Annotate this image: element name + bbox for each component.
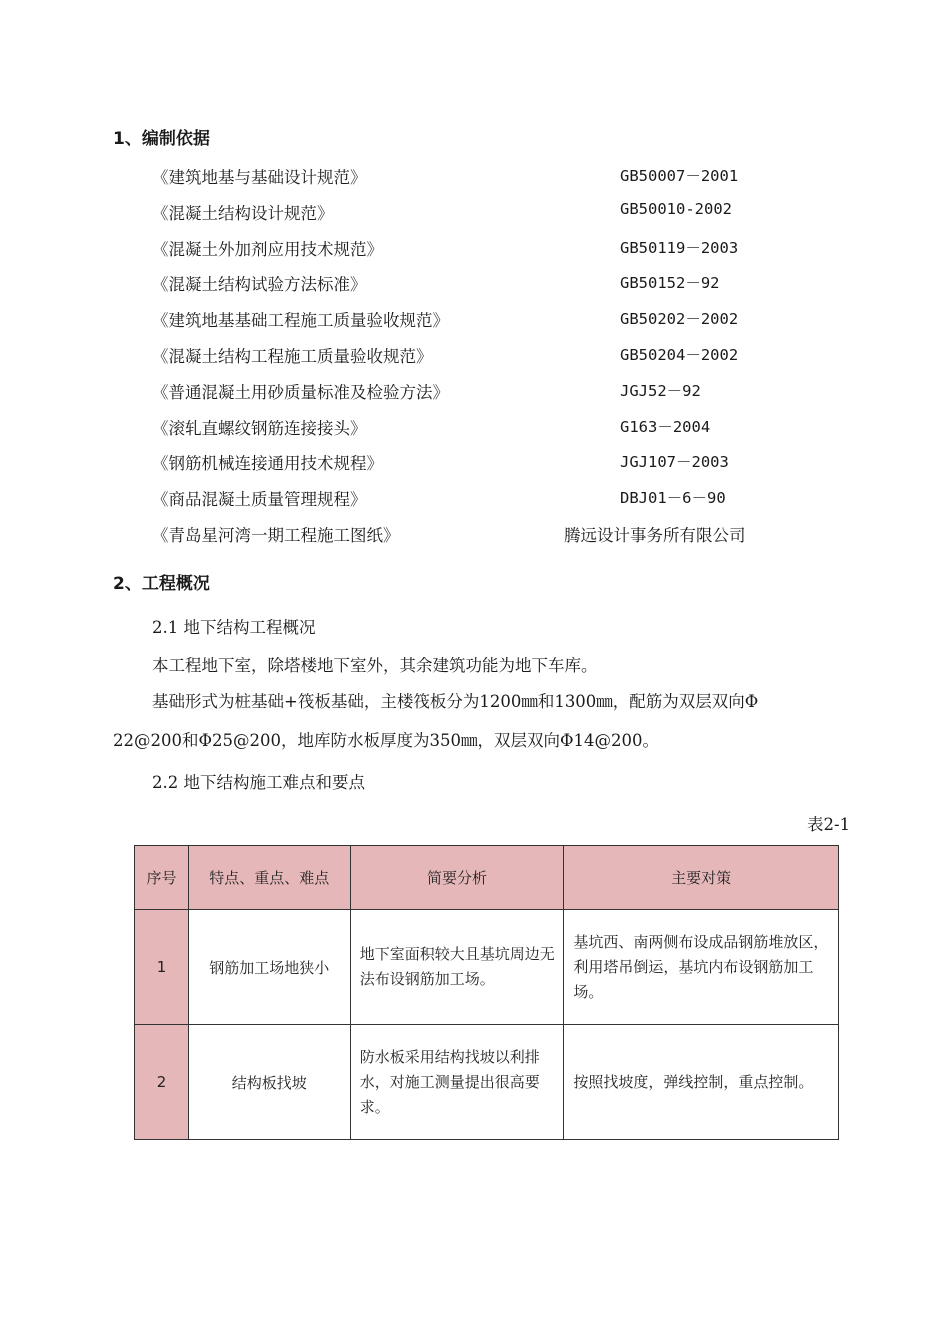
reference-title: 《商品混凝土质量管理规程》: [152, 490, 367, 510]
reference-code: GB50119－2003: [620, 238, 739, 257]
cell-measure: 按照找坡度，弹线控制，重点控制。: [564, 1025, 839, 1140]
reference-item: [0, 522, 950, 558]
cell-feature: 结构板找坡: [188, 1025, 350, 1140]
reference-title: 《滚轧直螺纹钢筋连接接头》: [152, 418, 367, 438]
table-row: [135, 1025, 839, 1140]
reference-title: 《青岛星河湾一期工程施工图纸》: [152, 525, 400, 545]
reference-item: [0, 164, 950, 200]
reference-item: [0, 486, 950, 522]
cell-analysis: 地下室面积较大且基坑周边无法布设钢筋加工场。: [350, 910, 564, 1025]
reference-code: GB50152－92: [620, 274, 720, 293]
paragraph-foundation-line1: 基础形式为桩基础+筏板基础，主楼筏板分为1200㎜和1300㎜，配筋为双层双向Φ: [152, 692, 759, 711]
reference-publisher: 腾远设计事务所有限公司: [564, 525, 746, 545]
reference-code: JGJ107－2003: [620, 453, 729, 472]
reference-item: [0, 236, 950, 272]
reference-title: 《钢筋机械连接通用技术规程》: [152, 454, 383, 474]
paragraph-foundation-line2: 22@200和Φ25@200，地库防水板厚度为350㎜，双层双向Φ14@200。: [113, 731, 660, 750]
cell-index: 2: [135, 1025, 189, 1140]
reference-list: [0, 164, 950, 558]
reference-title: 《混凝土结构设计规范》: [152, 203, 334, 223]
header-analysis: 简要分析: [350, 846, 564, 910]
reference-item: [0, 307, 950, 343]
header-feature: 特点、重点、难点: [188, 846, 350, 910]
reference-title: 《混凝土外加剂应用技术规范》: [152, 239, 383, 259]
reference-code: GB50202－2002: [620, 310, 739, 329]
reference-item: [0, 379, 950, 415]
cell-analysis: 防水板采用结构找坡以利排水，对施工测量提出很高要求。: [350, 1025, 564, 1140]
table-row: [135, 910, 839, 1025]
paragraph-basement: 本工程地下室，除塔楼地下室外，其余建筑功能为地下车库。: [152, 656, 598, 675]
subsection-title-difficulties: 2.2 地下结构施工难点和要点: [152, 773, 365, 792]
reference-title: 《建筑地基基础工程施工质量验收规范》: [152, 311, 449, 331]
section-heading-basis: 1、编制依据: [113, 129, 210, 149]
reference-item: [0, 271, 950, 307]
reference-code: GB50204－2002: [620, 345, 739, 364]
table-header-row: [135, 846, 839, 910]
reference-title: 《普通混凝土用砂质量标准及检验方法》: [152, 382, 449, 402]
reference-code: GB50010-2002: [620, 199, 732, 218]
header-measure: 主要对策: [564, 846, 839, 910]
header-index: 序号: [135, 846, 189, 910]
reference-item: [0, 415, 950, 451]
reference-code: DBJ01－6－90: [620, 489, 726, 508]
reference-title: 《建筑地基与基础设计规范》: [152, 168, 367, 187]
cell-feature: 钢筋加工场地狭小: [188, 910, 350, 1025]
table-caption: 表2-1: [807, 815, 851, 834]
reference-code: G163－2004: [620, 417, 711, 436]
reference-item: [0, 450, 950, 486]
reference-code: GB50007－2001: [620, 167, 739, 185]
subsection-title-structure: 2.1 地下结构工程概况: [152, 618, 316, 637]
reference-code: JGJ52－92: [620, 381, 701, 400]
reference-item: [0, 200, 950, 236]
difficulty-table: [134, 845, 839, 1140]
cell-index: 1: [135, 910, 189, 1025]
reference-title: 《混凝土结构工程施工质量验收规范》: [152, 346, 433, 366]
reference-title: 《混凝土结构试验方法标准》: [152, 275, 367, 295]
cell-measure: 基坑西、南两侧布设成品钢筋堆放区，利用塔吊倒运，基坑内布设钢筋加工场。: [564, 910, 839, 1025]
section-heading-overview: 2、工程概况: [113, 574, 210, 594]
reference-item: [0, 343, 950, 379]
